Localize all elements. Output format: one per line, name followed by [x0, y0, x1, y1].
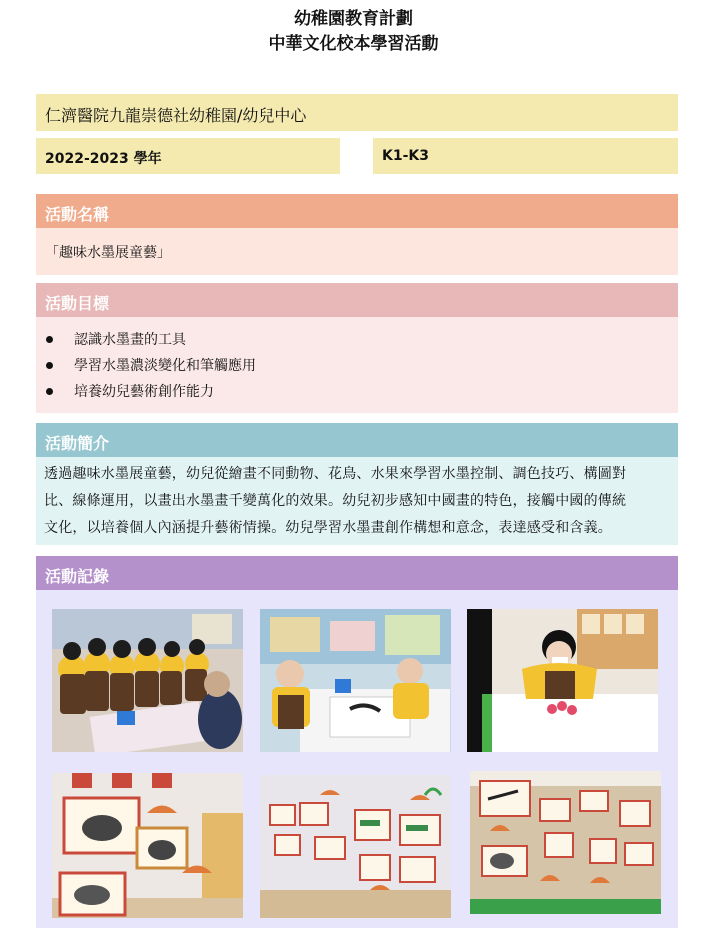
school-name: 仁濟醫院九龍崇德社幼稚園/幼兒中心 — [36, 94, 678, 131]
activity-record-heading: 活動記錄 — [36, 556, 678, 590]
activity-name-content: 「趣味水墨展童藝」 — [36, 228, 678, 275]
page-title-line2: 中華文化校本學習活動 — [268, 34, 439, 54]
intro-line: 透過趣味水墨展童藝，幼兒從繪畫不同動物、花鳥、水果來學習水墨控制、調色技巧、構圖對 — [44, 466, 627, 482]
activity-photo — [467, 609, 658, 752]
bullet-icon — [46, 336, 53, 343]
activity-photo — [260, 775, 451, 918]
bullet-icon — [46, 388, 53, 395]
intro-line: 文化，以培養個人內涵提升藝術情操。幼兒學習水墨畫創作構想和意念，表達感受和含義。 — [44, 520, 612, 536]
grade-range: K1-K3 — [373, 138, 678, 174]
goal-item: 培養幼兒藝術創作能力 — [44, 379, 678, 405]
activity-photo — [52, 609, 243, 752]
goal-item: 學習水墨濃淡變化和筆觸應用 — [44, 353, 678, 379]
activity-intro-heading: 活動簡介 — [36, 423, 678, 457]
activity-intro-content — [36, 457, 678, 545]
activity-goals-content — [36, 317, 678, 413]
activity-photo — [470, 771, 661, 914]
intro-line: 比、線條運用，以畫出水墨畫千變萬化的效果。幼兒初步感知中國畫的特色，接觸中國的傳統 — [44, 493, 627, 509]
goal-item: 認識水墨畫的工具 — [44, 327, 678, 353]
activity-goals-heading: 活動目標 — [36, 283, 678, 317]
bullet-icon — [46, 362, 53, 369]
activity-photo — [260, 609, 451, 752]
activity-name-heading: 活動名稱 — [36, 194, 678, 228]
school-year: 2022-2023 學年 — [36, 138, 340, 174]
activity-photo — [52, 773, 243, 918]
page-title-line1: 幼稚園教育計劃 — [294, 9, 413, 29]
